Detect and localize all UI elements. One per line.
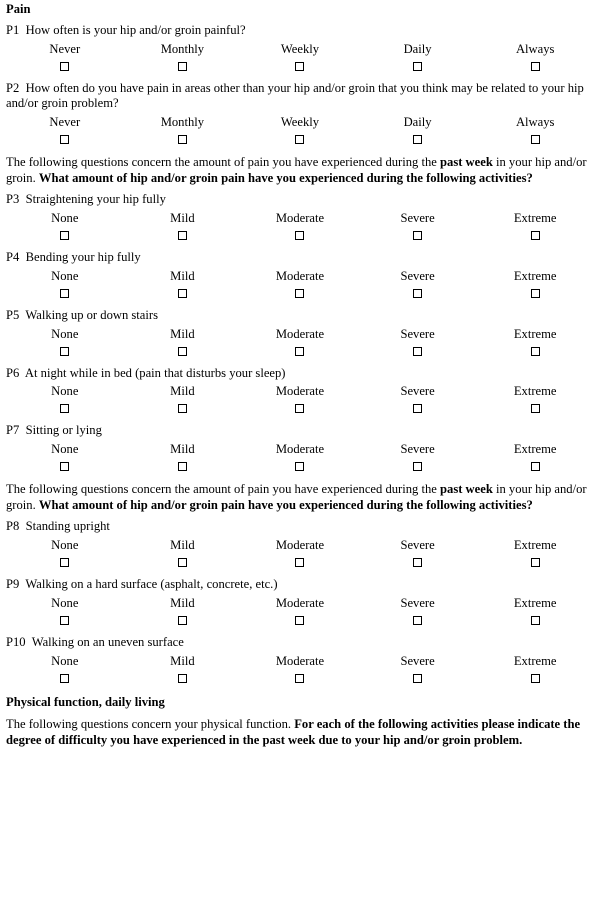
checkbox-p5-moderate[interactable] <box>295 347 304 356</box>
checkbox-p3-moderate[interactable] <box>295 231 304 240</box>
checkbox-p7-severe[interactable] <box>413 462 422 471</box>
scale-label: Severe <box>400 268 435 283</box>
scale-label: Monthly <box>160 115 205 130</box>
checkbox-p5-none[interactable] <box>60 347 69 356</box>
questionnaire-page <box>0 2 600 912</box>
intro-plain-1: The following questions concern the amount of pain you have experienced during the <box>6 482 441 497</box>
checkbox-p9-extreme[interactable] <box>531 616 540 625</box>
checkbox-p1-monthly[interactable] <box>178 62 187 71</box>
scale-label: Extreme <box>513 268 557 283</box>
scale-label: None <box>51 326 79 341</box>
question-p9 <box>6 577 594 593</box>
scale-row-p7 <box>6 441 594 475</box>
scale-label: Daily <box>403 115 432 130</box>
checkbox-p3-mild[interactable] <box>178 231 187 240</box>
scale-label: Monthly <box>160 41 205 56</box>
checkbox-p4-extreme[interactable] <box>531 289 540 298</box>
scale-label: None <box>51 384 79 399</box>
checkbox-p4-mild[interactable] <box>178 289 187 298</box>
checkbox-p1-daily[interactable] <box>413 62 422 71</box>
checkbox-p6-severe[interactable] <box>413 404 422 413</box>
checkbox-p5-extreme[interactable] <box>531 347 540 356</box>
scale-label: Severe <box>400 538 435 553</box>
checkbox-p6-mild[interactable] <box>178 404 187 413</box>
scale-label: Mild <box>170 653 195 668</box>
scale-label: Mild <box>170 442 195 457</box>
question-number: P1 <box>6 23 20 37</box>
question-text: Bending your hip fully <box>25 250 141 265</box>
scale-label: Extreme <box>513 211 557 226</box>
checkbox-p4-severe[interactable] <box>413 289 422 298</box>
scale-label: Moderate <box>275 442 325 457</box>
checkbox-p4-none[interactable] <box>60 289 69 298</box>
scale-row-p9 <box>6 595 594 629</box>
scale-label: Mild <box>170 211 195 226</box>
checkbox-p5-severe[interactable] <box>413 347 422 356</box>
scale-label: Mild <box>170 326 195 341</box>
checkbox-p8-mild[interactable] <box>178 558 187 567</box>
checkbox-p10-extreme[interactable] <box>531 674 540 683</box>
physical-plain-1: The following questions concern your physical function. <box>6 716 295 731</box>
scale-label: None <box>51 595 79 610</box>
scale-label: Moderate <box>275 538 325 553</box>
intro-plain-2: in your hip and/or groin. <box>6 482 587 513</box>
scale-label: Daily <box>403 41 432 56</box>
section-title: Pain <box>6 2 31 16</box>
checkbox-p7-extreme[interactable] <box>531 462 540 471</box>
checkbox-p1-always[interactable] <box>531 62 540 71</box>
scale-label: Weekly <box>280 115 320 130</box>
checkbox-p7-moderate[interactable] <box>295 462 304 471</box>
question-text: Walking on an uneven surface <box>31 634 184 649</box>
checkbox-p9-moderate[interactable] <box>295 616 304 625</box>
scale-label: Severe <box>400 442 435 457</box>
question-number: P7 <box>6 423 20 438</box>
scale-label: Severe <box>400 653 435 668</box>
checkbox-p2-weekly[interactable] <box>295 135 304 144</box>
checkbox-p3-none[interactable] <box>60 231 69 240</box>
scale-label: Severe <box>400 211 435 226</box>
checkbox-p9-none[interactable] <box>60 616 69 625</box>
scale-label: Extreme <box>513 326 557 341</box>
checkbox-p9-severe[interactable] <box>413 616 422 625</box>
scale-label: Mild <box>170 384 195 399</box>
scale-label: Moderate <box>275 384 325 399</box>
scale-row-p8 <box>6 537 594 571</box>
question-number: P9 <box>6 577 20 592</box>
physical-function-paragraph <box>6 716 594 748</box>
checkbox-p4-moderate[interactable] <box>295 289 304 298</box>
checkbox-p8-severe[interactable] <box>413 558 422 567</box>
scale-row-p4 <box>6 268 594 302</box>
checkbox-p6-none[interactable] <box>60 404 69 413</box>
scale-label: None <box>51 538 79 553</box>
checkbox-p6-moderate[interactable] <box>295 404 304 413</box>
checkbox-p8-none[interactable] <box>60 558 69 567</box>
question-p7 <box>6 423 594 439</box>
question-p6 <box>6 366 594 382</box>
checkbox-p3-severe[interactable] <box>413 231 422 240</box>
question-number: P2 <box>6 80 20 95</box>
scale-label: Moderate <box>275 653 325 668</box>
scale-label: Extreme <box>513 442 557 457</box>
checkbox-p10-none[interactable] <box>60 674 69 683</box>
question-number: P4 <box>6 250 20 265</box>
checkbox-p8-extreme[interactable] <box>531 558 540 567</box>
checkbox-p10-mild[interactable] <box>178 674 187 683</box>
question-text: Standing upright <box>25 519 110 534</box>
scale-label: Severe <box>400 326 435 341</box>
question-text: Straightening your hip fully <box>25 192 166 207</box>
intro-bold-2: What amount of hip and/or groin pain have you experienced during the following activities? <box>38 171 533 186</box>
question-number: P8 <box>6 519 20 534</box>
intro-bold-1: past week <box>440 155 493 170</box>
question-number: P10 <box>6 634 26 649</box>
scale-label: Extreme <box>513 595 557 610</box>
question-p5 <box>6 308 594 324</box>
question-p4 <box>6 250 594 266</box>
question-number: P5 <box>6 307 20 322</box>
physical-function-heading: Physical function, daily living <box>6 694 165 709</box>
checkbox-p10-moderate[interactable] <box>295 674 304 683</box>
question-p2 <box>6 81 594 112</box>
scale-label: Never <box>49 115 81 130</box>
checkbox-p6-extreme[interactable] <box>531 404 540 413</box>
intro-bold-1: past week <box>440 482 493 497</box>
scale-label: Moderate <box>275 326 325 341</box>
question-p1 <box>6 23 594 39</box>
scale-row-p1 <box>6 41 594 75</box>
pain-intro-paragraph-2 <box>6 481 594 513</box>
checkbox-p5-mild[interactable] <box>178 347 187 356</box>
checkbox-p1-never[interactable] <box>60 62 69 71</box>
checkbox-p10-severe[interactable] <box>413 674 422 683</box>
scale-label: None <box>51 653 79 668</box>
scale-label: Severe <box>400 384 435 399</box>
pain-intro-paragraph-1 <box>6 154 594 186</box>
scale-row-p2 <box>6 114 594 148</box>
question-text: How often is your hip and/or groin painful? <box>25 23 246 37</box>
question-number: P6 <box>6 365 20 380</box>
question-text: Walking on a hard surface (asphalt, concrete, etc.) <box>25 577 278 592</box>
checkbox-p1-weekly[interactable] <box>295 62 304 71</box>
scale-label: Moderate <box>275 595 325 610</box>
scale-label: None <box>51 442 79 457</box>
checkbox-p8-moderate[interactable] <box>295 558 304 567</box>
checkbox-p7-none[interactable] <box>60 462 69 471</box>
scale-label: Always <box>515 41 555 56</box>
checkbox-p2-always[interactable] <box>531 135 540 144</box>
scale-label: None <box>51 268 79 283</box>
question-text: Walking up or down stairs <box>25 307 158 322</box>
scale-label: Extreme <box>513 653 557 668</box>
checkbox-p2-never[interactable] <box>60 135 69 144</box>
scale-row-p10 <box>6 653 594 687</box>
question-p10 <box>6 635 594 651</box>
scale-label: Always <box>515 115 555 130</box>
scale-label: Moderate <box>275 268 325 283</box>
scale-label: Extreme <box>513 538 557 553</box>
scale-label: Severe <box>400 595 435 610</box>
question-text: Sitting or lying <box>25 423 102 438</box>
checkbox-p3-extreme[interactable] <box>531 231 540 240</box>
scale-label: Moderate <box>275 211 325 226</box>
scale-label: Extreme <box>513 384 557 399</box>
checkbox-p9-mild[interactable] <box>178 616 187 625</box>
checkbox-p2-daily[interactable] <box>413 135 422 144</box>
scale-row-p5 <box>6 326 594 360</box>
scale-label: Never <box>49 41 81 56</box>
physical-bold-1: For each of the following activities please indicate the degree of difficulty you have experienced in the past week due to your hip and/or groin problem. <box>6 716 581 747</box>
intro-plain-2: in your hip and/or groin. <box>6 155 587 186</box>
scale-label: Mild <box>170 595 195 610</box>
scale-label: Weekly <box>280 41 320 56</box>
scale-label: Mild <box>170 538 195 553</box>
scale-row-p6 <box>6 383 594 417</box>
question-text: At night while in bed (pain that disturbs your sleep) <box>24 365 286 380</box>
intro-bold-2: What amount of hip and/or groin pain have you experienced during the following activities? <box>38 498 533 513</box>
intro-plain-1: The following questions concern the amount of pain you have experienced during the <box>6 155 441 170</box>
question-text: How often do you have pain in areas other than your hip and/or groin that you think may be related to your hip and/or groin problem? <box>6 80 584 111</box>
question-p8 <box>6 519 594 535</box>
question-p3 <box>6 192 594 208</box>
scale-label: Mild <box>170 268 195 283</box>
question-number: P3 <box>6 192 20 207</box>
checkbox-p2-monthly[interactable] <box>178 135 187 144</box>
checkbox-p7-mild[interactable] <box>178 462 187 471</box>
scale-label: None <box>51 211 79 226</box>
scale-row-p3 <box>6 210 594 244</box>
